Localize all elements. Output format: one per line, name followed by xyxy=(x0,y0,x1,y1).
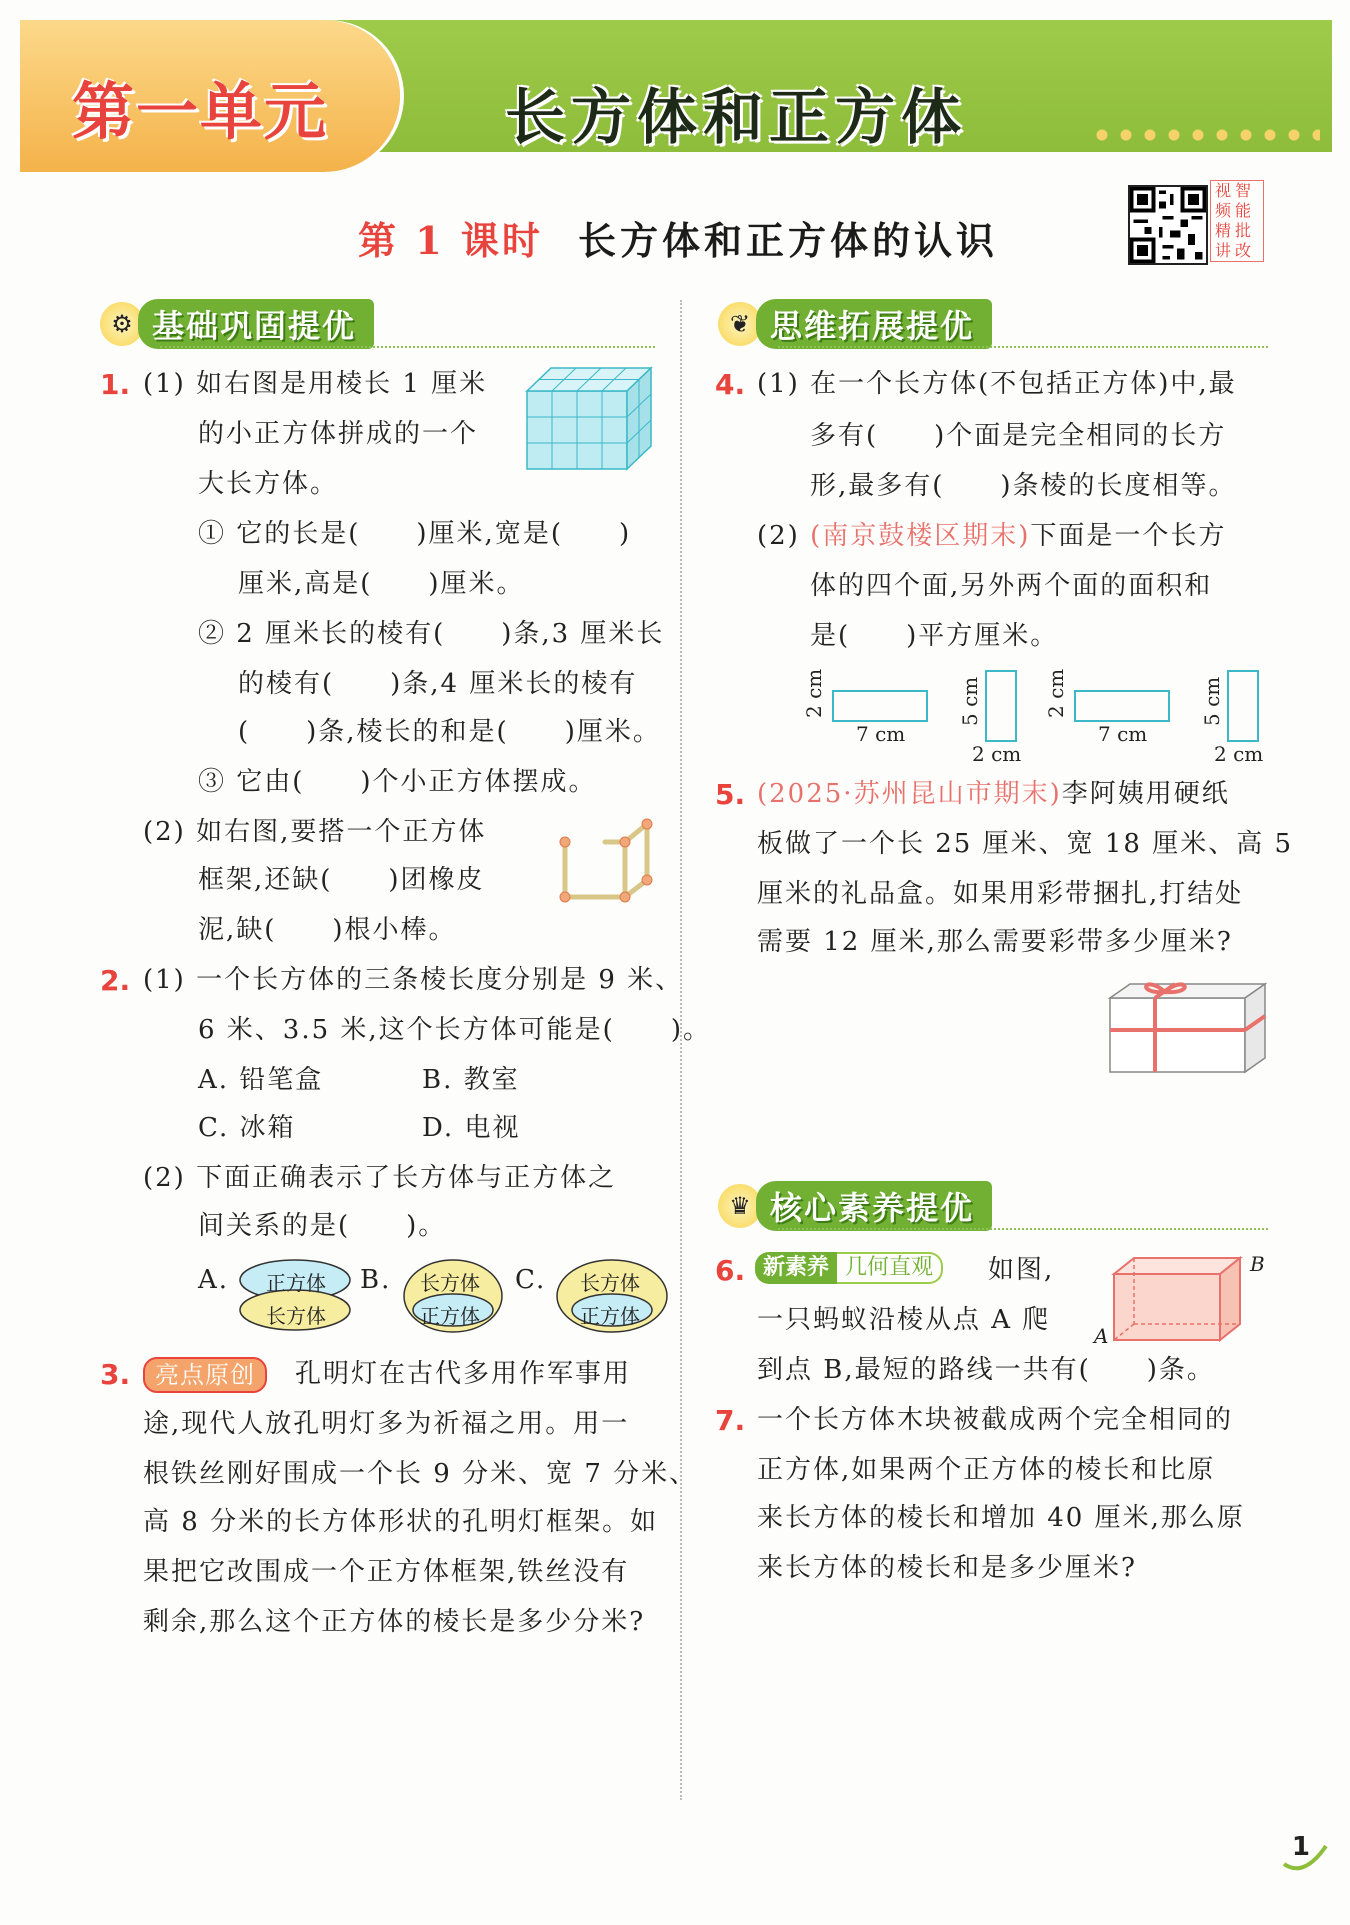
q2-option: C. 冰箱 xyxy=(198,1113,296,1143)
column-divider xyxy=(680,300,682,1800)
q3-text: 高 8 分米的长方体形状的孔明灯框架。如 xyxy=(143,1507,659,1537)
venn-label: 正方体 xyxy=(580,1304,640,1328)
q5-text: (2025·苏州昆山市期末)李阿姨用硬纸 xyxy=(757,779,1230,809)
face-bottom-label: 2 cm xyxy=(972,742,1022,766)
q3-text: 孔明灯在古代多用作军事用 xyxy=(295,1359,632,1389)
section-basic: ⚙ 基础巩固提优 xyxy=(100,300,655,348)
face-bottom-label: 7 cm xyxy=(1098,722,1148,746)
q3-text: 剩余,那么这个正方体的棱长是多少分米? xyxy=(143,1607,646,1637)
venn-label: 长方体 xyxy=(266,1304,326,1328)
q6-text: 如图, xyxy=(988,1255,1055,1285)
face-side-label: 2 cm xyxy=(1044,668,1068,718)
q4-part2: 是( )平方厘米。 xyxy=(810,621,1059,651)
stick-frame-figure xyxy=(555,812,655,907)
venn-label: 长方体 xyxy=(580,1271,640,1295)
q5-text: 需要 12 厘米,那么需要彩带多少厘米? xyxy=(757,927,1233,957)
venn-label: 正方体 xyxy=(420,1304,480,1328)
q3-text: 根铁丝刚好围成一个长 9 分米、宽 7 分米、 xyxy=(143,1459,698,1489)
q2-option: A. 铅笔盒 xyxy=(198,1065,324,1095)
face-side-label: 5 cm xyxy=(958,676,982,726)
q2-text: (1) 一个长方体的三条棱长度分别是 9 米、 xyxy=(143,965,684,995)
face-rect xyxy=(985,670,1017,742)
face-bottom-label: 2 cm xyxy=(1214,742,1264,766)
venn-label: 正方体 xyxy=(266,1271,326,1295)
q1-sub1: 厘米,高是( )厘米。 xyxy=(238,569,525,599)
q7-text: 一个长方体木块被截成两个完全相同的 xyxy=(757,1405,1234,1435)
venn-option-letter: A. xyxy=(198,1265,230,1295)
q2-part2: 间关系的是( )。 xyxy=(198,1211,447,1241)
question-number: 1. xyxy=(100,368,131,401)
cuboid-ant-figure xyxy=(1100,1252,1250,1352)
question-number: 6. xyxy=(715,1254,746,1287)
q3-text: 途,现代人放孔明灯多为祈福之用。用一 xyxy=(143,1409,630,1439)
section-core: ♛ 核心素养提优 xyxy=(718,1182,1268,1230)
venn-label: 长方体 xyxy=(420,1271,480,1295)
gear-icon: ⚙ xyxy=(100,302,144,346)
q5-text: 板做了一个长 25 厘米、宽 18 厘米、高 5 xyxy=(757,829,1294,859)
q7-text: 来长方体的棱长和增加 40 厘米,那么原 xyxy=(757,1503,1245,1533)
question-number: 5. xyxy=(715,778,746,811)
q1-part2: 泥,缺( )根小棒。 xyxy=(198,915,457,945)
q3-text: 果把它改围成一个正方体框架,铁丝没有 xyxy=(143,1557,630,1587)
face-rect xyxy=(832,690,928,722)
q7-text: 来长方体的棱长和是多少厘米? xyxy=(757,1553,1137,1583)
question-number: 4. xyxy=(715,368,746,401)
sprout-icon: ❦ xyxy=(718,302,762,346)
new-literacy-tag: 新素养 几何直观 xyxy=(755,1252,943,1284)
face-side-label: 2 cm xyxy=(802,668,826,718)
point-a-label: A xyxy=(1094,1324,1109,1348)
q2-option: B. 教室 xyxy=(422,1065,520,1095)
q4-text: 形,最多有( )条棱的长度相等。 xyxy=(810,471,1237,501)
q7-text: 正方体,如果两个正方体的棱长和比原 xyxy=(757,1455,1216,1485)
leaf-icon xyxy=(1280,1838,1330,1874)
cuboid-grid-figure xyxy=(525,366,655,471)
face-rect xyxy=(1074,690,1170,722)
q1-sub2: ② 2 厘米长的棱有( )条,3 厘米长 xyxy=(198,619,665,649)
point-b-label: B xyxy=(1250,1252,1265,1276)
gift-box-figure xyxy=(1105,980,1270,1075)
q6-text: 一只蚂蚁沿棱从点 A 爬 xyxy=(757,1305,1051,1335)
qr-code-icon[interactable] xyxy=(1128,185,1208,265)
lesson-number: 第 1 课时 xyxy=(358,218,543,263)
q4-text: 多有( )个面是完全相同的长方 xyxy=(810,421,1227,451)
decorative-dots xyxy=(1090,128,1320,142)
face-bottom-label: 7 cm xyxy=(856,722,906,746)
lesson-title: 长方体和正方体的认识 xyxy=(578,218,999,263)
q6-text: 到点 B,最短的路线一共有( )条。 xyxy=(757,1355,1215,1385)
q1-sub1: ① 它的长是( )厘米,宽是( ) xyxy=(198,519,632,549)
section-thinking: ❦ 思维拓展提优 xyxy=(718,300,1268,348)
page-number: 1 xyxy=(1291,1832,1310,1862)
q4-text: (1) 在一个长方体(不包括正方体)中,最 xyxy=(757,369,1237,399)
q1-part2: 框架,还缺( )团橡皮 xyxy=(198,865,485,895)
q2-part2: (2) 下面正确表示了长方体与正方体之 xyxy=(143,1163,617,1193)
q1-part2: (2) 如右图,要搭一个正方体 xyxy=(143,817,487,847)
q1-sub2: ( )条,棱长的和是( )厘米。 xyxy=(238,717,661,747)
question-number: 3. xyxy=(100,1358,131,1391)
q1-text: (1) 如右图是用棱长 1 厘米 xyxy=(143,369,488,399)
question-number: 7. xyxy=(715,1404,746,1437)
video-lecture-label[interactable]: 视 智 频 能 精 批 讲 改 xyxy=(1210,180,1264,262)
trophy-icon: ♛ xyxy=(718,1184,762,1228)
face-side-label: 5 cm xyxy=(1200,676,1224,726)
question-number: 2. xyxy=(100,964,131,997)
q1-sub2: 的棱有( )条,4 厘米长的棱有 xyxy=(238,669,638,699)
unit-label: 第一单元 xyxy=(72,75,329,148)
venn-option-letter: B. xyxy=(360,1265,392,1295)
q4-part2: 体的四个面,另外两个面的面积和 xyxy=(810,571,1213,601)
unit-title: 长方体和正方体 xyxy=(505,83,967,153)
face-rect xyxy=(1227,670,1259,742)
q5-text: 厘米的礼品盒。如果用彩带捆扎,打结处 xyxy=(757,879,1244,909)
q1-sub3: ③ 它由( )个小正方体摆成。 xyxy=(198,767,597,797)
original-tag: 亮点原创 xyxy=(143,1357,267,1393)
q4-part2: (2) (南京鼓楼区期末)下面是一个长方 xyxy=(757,521,1227,551)
q1-text: 的小正方体拼成的一个 xyxy=(198,419,479,449)
q2-text: 6 米、3.5 米,这个长方体可能是( )。 xyxy=(198,1015,711,1045)
q1-text: 大长方体。 xyxy=(198,469,339,499)
q2-option: D. 电视 xyxy=(422,1113,521,1143)
venn-option-letter: C. xyxy=(515,1265,547,1295)
